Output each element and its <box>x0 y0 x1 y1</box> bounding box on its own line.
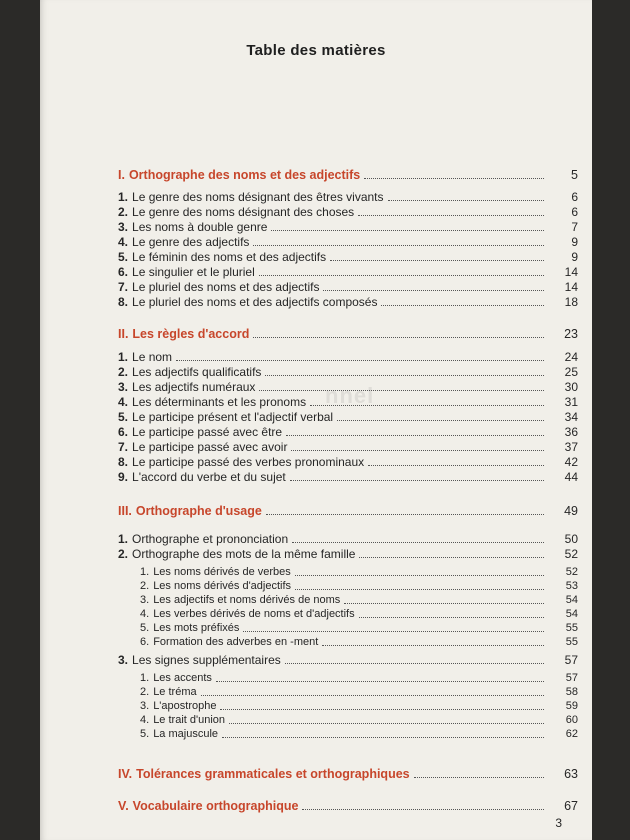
toc-entry-page: 55 <box>565 636 578 648</box>
toc-entry-label: Orthographe et prononciation <box>132 532 289 546</box>
toc-entry-label: Le genre des noms désignant des choses <box>132 205 355 219</box>
toc-entry-label: Le féminin des noms et des adjectifs <box>132 250 327 264</box>
toc-entry <box>118 453 578 469</box>
dot-leader <box>201 695 544 696</box>
toc-entry <box>118 530 578 546</box>
toc-entry-page: 52 <box>565 566 578 578</box>
toc-entry-page: 14 <box>564 265 578 279</box>
dot-leader <box>322 645 544 646</box>
dot-leader <box>253 245 544 246</box>
toc-entry-page: 54 <box>565 594 578 606</box>
toc-entry-page: 36 <box>564 425 578 439</box>
toc-entry-number: 2. <box>118 365 129 379</box>
toc-entry-label: Le pluriel des noms et des adjectifs <box>132 280 320 294</box>
toc-entry-number: 2. <box>118 205 129 219</box>
toc-entry <box>118 325 578 341</box>
toc-entry-number: 7. <box>118 280 129 294</box>
toc-entry-label: Les noms dérivés de verbes <box>153 566 291 578</box>
toc-entry-label: Les accents <box>153 672 212 684</box>
toc-entry-page: 60 <box>565 714 578 726</box>
toc-entry-number: 5. <box>118 410 129 424</box>
toc-entry-page: 37 <box>564 440 578 454</box>
toc-entry <box>118 218 578 234</box>
toc-entry-page: 54 <box>565 608 578 620</box>
toc-entry-page: 59 <box>565 700 578 712</box>
toc-entry-number: 2. <box>118 547 129 561</box>
toc-entry-number: 1. <box>118 532 129 546</box>
toc-entry-page: 55 <box>565 622 578 634</box>
toc-entry <box>118 233 578 249</box>
toc-entry-number: V. <box>118 799 129 813</box>
toc-entry <box>118 502 578 518</box>
toc-entry-label: Le tréma <box>153 686 197 698</box>
toc-entry-number: 1. <box>140 672 150 684</box>
toc-entry-number: 3. <box>140 594 150 606</box>
toc-entry-number: 9. <box>118 470 129 484</box>
toc-entry-number: 5. <box>140 728 150 740</box>
toc-entry-label: Les signes supplémentaires <box>132 653 281 667</box>
dot-leader <box>176 360 544 361</box>
toc-entry-label: Le participe passé des verbes pronominaux <box>132 455 365 469</box>
toc-entry-label: Les déterminants et les pronoms <box>132 395 307 409</box>
toc-entry <box>118 651 578 667</box>
dot-leader <box>243 631 544 632</box>
toc-entry <box>118 378 578 394</box>
dot-leader <box>271 230 544 231</box>
toc-entry-page: 9 <box>571 235 578 249</box>
dot-leader <box>222 737 544 738</box>
dot-leader <box>337 420 544 421</box>
toc-entry <box>118 248 578 264</box>
dot-leader <box>381 305 544 306</box>
dot-leader <box>388 200 545 201</box>
toc-entry <box>140 633 578 649</box>
toc-entry-page: 34 <box>564 410 578 424</box>
toc-entry-number: 4. <box>140 608 150 620</box>
toc-entry-label: Le singulier et le pluriel <box>132 265 255 279</box>
dot-leader <box>253 337 544 338</box>
toc-entry-label: Les règles d'accord <box>132 327 250 341</box>
toc-entry-page: 24 <box>564 350 578 364</box>
dot-leader <box>220 709 544 710</box>
toc-entry-label: Le participe présent et l'adjectif verbal <box>132 410 334 424</box>
toc-entry-label: Les adjectifs numéraux <box>132 380 256 394</box>
toc-entry <box>118 423 578 439</box>
dot-leader <box>286 435 544 436</box>
toc-entry-page: 53 <box>565 580 578 592</box>
dot-leader <box>359 617 544 618</box>
toc-entry-page: 6 <box>571 205 578 219</box>
toc-entry-label: Tolérances grammaticales et orthographiques <box>136 767 410 781</box>
dot-leader <box>290 480 544 481</box>
toc-entry <box>118 166 578 182</box>
toc-entry-label: Les adjectifs qualificatifs <box>132 365 262 379</box>
toc-entry-label: Les noms dérivés d'adjectifs <box>153 580 292 592</box>
toc-entry-page: 67 <box>564 799 578 813</box>
toc-entry-label: L'apostrophe <box>153 700 217 712</box>
toc-entry-page: 18 <box>564 295 578 309</box>
toc-entry <box>118 348 578 364</box>
toc-entry-number: 2. <box>140 580 150 592</box>
toc-entry <box>118 188 578 204</box>
toc-entry-label: Orthographe d'usage <box>135 504 262 518</box>
toc-entry-label: Vocabulaire orthographique <box>132 799 299 813</box>
toc-entry <box>118 545 578 561</box>
toc-entry <box>118 278 578 294</box>
dot-leader <box>364 178 544 179</box>
toc-entry-number: 4. <box>118 235 129 249</box>
page-title: Table des matières <box>246 42 386 59</box>
toc-entry-number: 4. <box>140 714 150 726</box>
toc-entry-label: Le participe passé avec être <box>132 425 283 439</box>
toc-entry-label: Le trait d'union <box>153 714 226 726</box>
toc-entry-number: 4. <box>118 395 129 409</box>
dot-leader <box>291 450 544 451</box>
toc-entry-label: Le nom <box>132 350 173 364</box>
toc-entry-number: 6. <box>118 425 129 439</box>
toc-entry-number: 6. <box>118 265 129 279</box>
toc-entry-label: Le genre des noms désignant des êtres vivants <box>132 190 384 204</box>
dot-leader <box>414 777 544 778</box>
toc-entry-number: 6. <box>140 636 150 648</box>
toc-entry-page: 62 <box>565 728 578 740</box>
dot-leader <box>295 575 544 576</box>
book-page <box>40 0 592 840</box>
toc-entry-number: 7. <box>118 440 129 454</box>
dot-leader <box>330 260 544 261</box>
dot-leader <box>323 290 544 291</box>
dot-leader <box>285 663 544 664</box>
toc-entry-page: 23 <box>564 327 578 341</box>
toc-entry-page: 42 <box>564 455 578 469</box>
toc-entry-label: Formation des adverbes en -ment <box>153 636 319 648</box>
toc-entry-page: 57 <box>565 672 578 684</box>
toc-entry-number: 8. <box>118 295 129 309</box>
toc-entry-number: 1. <box>118 350 129 364</box>
toc-entry-label: La majuscule <box>153 728 219 740</box>
toc-entry <box>118 438 578 454</box>
toc-entry-number: 3. <box>118 653 129 667</box>
dot-leader <box>358 215 544 216</box>
dot-leader <box>216 681 544 682</box>
toc-entry-label: Les mots préfixés <box>153 622 240 634</box>
toc-entry-page: 49 <box>564 504 578 518</box>
toc-entry <box>118 408 578 424</box>
toc-entry <box>118 293 578 309</box>
toc-entry <box>118 363 578 379</box>
toc-entry-page: 30 <box>564 380 578 394</box>
toc-entry-page: 7 <box>571 220 578 234</box>
page-number: 3 <box>555 816 562 830</box>
toc-entry-page: 25 <box>564 365 578 379</box>
toc-entry-number: 3. <box>140 700 150 712</box>
toc-entry-number: I. <box>118 168 125 182</box>
toc-entry-number: 1. <box>118 190 129 204</box>
toc-entry <box>118 797 578 813</box>
toc-entry-label: Orthographe des noms et des adjectifs <box>128 168 361 182</box>
toc-entry-page: 52 <box>564 547 578 561</box>
toc-entry-page: 14 <box>564 280 578 294</box>
toc-entry-number: 5. <box>118 250 129 264</box>
toc-entry-label: Le pluriel des noms et des adjectifs composés <box>132 295 378 309</box>
toc-entry-number: 3. <box>118 380 129 394</box>
toc-entry <box>140 725 578 741</box>
toc-entry-label: Les adjectifs et noms dérivés de noms <box>153 594 341 606</box>
toc-entry-number: 2. <box>140 686 150 698</box>
toc-entry-number: 5. <box>140 622 150 634</box>
toc-entry-label: Les verbes dérivés de noms et d'adjectifs <box>153 608 355 620</box>
toc-entry-page: 63 <box>564 767 578 781</box>
dot-leader <box>265 375 544 376</box>
toc-entry-page: 9 <box>571 250 578 264</box>
dot-leader <box>292 542 544 543</box>
toc-entry-page: 44 <box>564 470 578 484</box>
watermark: nnel <box>325 383 375 408</box>
toc-entry-number: III. <box>118 504 132 518</box>
toc-entry-number: IV. <box>118 767 133 781</box>
toc-entry-page: 5 <box>571 168 578 182</box>
toc-entry <box>118 393 578 409</box>
dot-leader <box>368 465 544 466</box>
dot-leader <box>310 405 544 406</box>
toc-entry <box>118 468 578 484</box>
toc-entry <box>118 765 578 781</box>
dot-leader <box>259 275 544 276</box>
toc-entry-label: L'accord du verbe et du sujet <box>132 470 286 484</box>
toc-entry-number: II. <box>118 327 129 341</box>
toc-entry-page: 57 <box>564 653 578 667</box>
toc-entry-number: 3. <box>118 220 129 234</box>
dot-leader <box>359 557 544 558</box>
dot-leader <box>302 809 544 810</box>
toc-entry-page: 31 <box>564 395 578 409</box>
dot-leader <box>259 390 544 391</box>
dot-leader <box>295 589 544 590</box>
toc-entry-page: 50 <box>564 532 578 546</box>
dot-leader <box>266 514 544 515</box>
toc-entry-page: 6 <box>571 190 578 204</box>
toc-entry <box>118 203 578 219</box>
toc-entry-label: Orthographe des mots de la même famille <box>132 547 356 561</box>
toc-entry-label: Les noms à double genre <box>132 220 268 234</box>
toc-entry-label: Le participe passé avec avoir <box>132 440 288 454</box>
toc-entry-label: Le genre des adjectifs <box>132 235 250 249</box>
toc-entry-page: 58 <box>565 686 578 698</box>
dot-leader <box>344 603 544 604</box>
toc-entry-number: 8. <box>118 455 129 469</box>
dot-leader <box>229 723 544 724</box>
toc-entry-number: 1. <box>140 566 150 578</box>
toc-entry <box>118 263 578 279</box>
